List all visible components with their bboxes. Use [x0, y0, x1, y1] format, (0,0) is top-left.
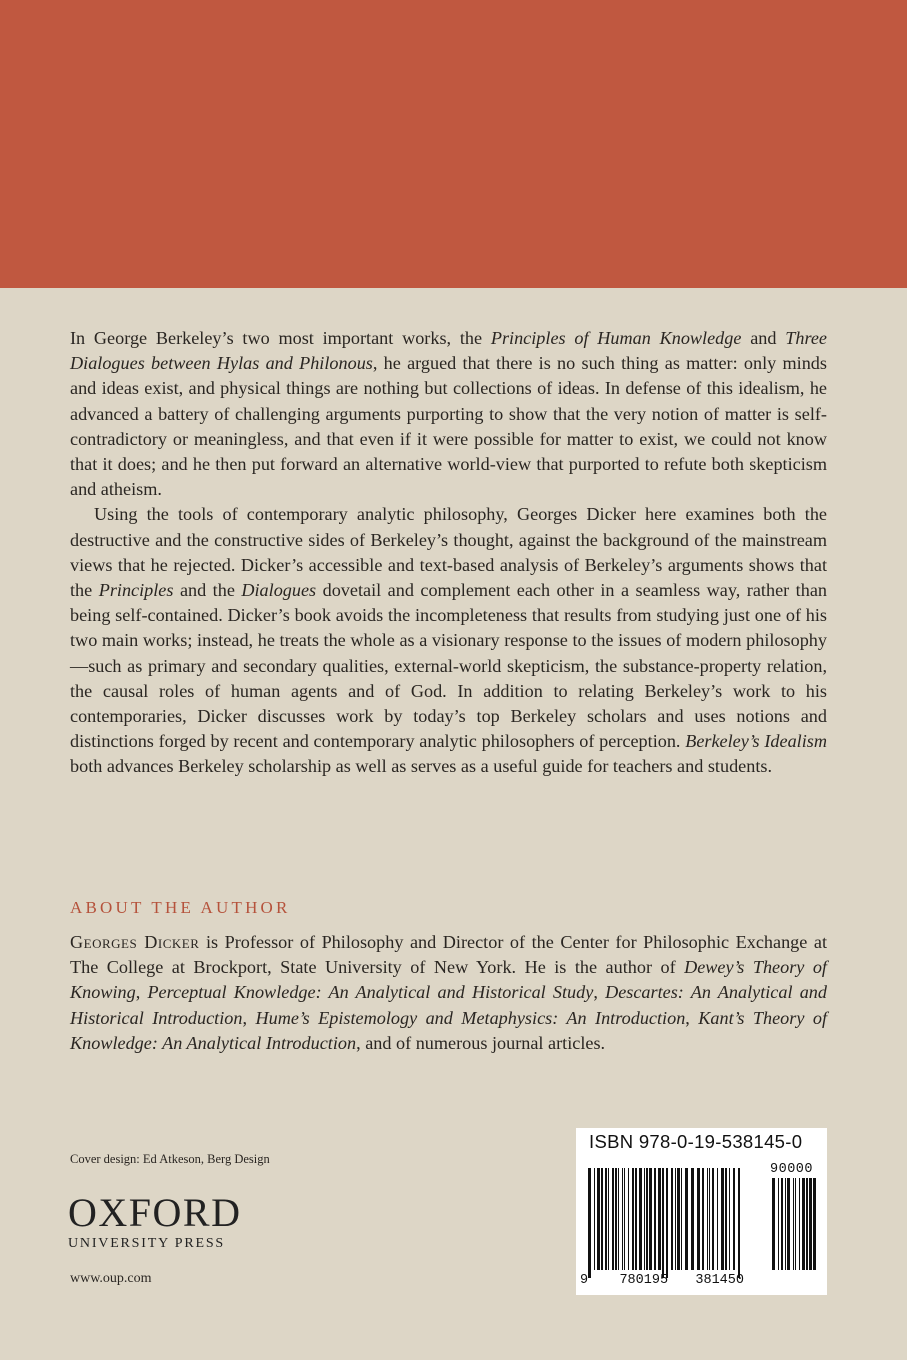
text-run: both advances Berkeley scholarship as well as serves as a useful guide for teachers and students. [70, 756, 773, 777]
text-run: dovetail and complement each other in a seamless way, rather than being self-contained. Dicker’s book avoids the incompleteness that results from studying just one of his two main works; instead, he treats the whole as a visionary response to the issues of modern philosophy—such as primary and secondary qualities, external-world skepticism, the substance-property relation, the causal roles of human agents and of God. In addition to relating Berkeley’s work to his contemporaries, Dicker discusses work by today’s top Berkeley scholars and uses notions and distinctions forged by recent and contemporary analytic philosophers of perception. [70, 580, 827, 752]
book-title-principles: Principles of Human Knowledge [490, 328, 742, 348]
book-title-dialogues: Three Dialogues between Hylas and Philonous [70, 328, 827, 374]
text-run: and the [173, 580, 242, 601]
text-run: , [135, 982, 148, 1003]
description-paragraph-1 [70, 326, 827, 502]
text-run: , [242, 1007, 256, 1028]
isbn-label: ISBN 978-0-19-538145-0 [589, 1131, 803, 1152]
book-title-berkeleys-idealism: Berkeley’s Idealism [685, 731, 827, 752]
book-title: Dewey’s Theory of Knowing [70, 957, 827, 1003]
publisher-name: OXFORD [68, 1190, 242, 1235]
author-bio [70, 930, 827, 1056]
book-title: Perceptual Knowledge: An Analytical and Historical Study [147, 982, 594, 1003]
book-title: Descartes: An Analytical and Historical Introduction [70, 982, 827, 1028]
publisher-subtitle: UNIVERSITY PRESS [68, 1236, 226, 1251]
ean-barcode-icon [588, 1168, 742, 1278]
ean-digits [580, 1273, 744, 1288]
description-paragraph-2 [70, 502, 827, 779]
book-title: Kant’s Theory of Knowledge: An Analytical Introduction [70, 1007, 828, 1053]
ean-right-digits: 381450 [695, 1273, 744, 1288]
cover-color-band [0, 0, 907, 288]
oxford-university-press-logo [68, 1190, 268, 1252]
text-run: , and of numerous journal articles. [356, 1032, 606, 1053]
ean-first-digit: 9 [580, 1273, 589, 1288]
book-title-principles-short: Principles [98, 580, 174, 601]
text-run: , [593, 982, 606, 1003]
author-name: Georges Dicker [70, 932, 200, 952]
book-title: Hume’s Epistemology and Metaphysics: An Introduction [255, 1007, 686, 1028]
cover-design-credit: Cover design: Ed Atkeson, Berg Design [70, 1152, 270, 1166]
about-author-heading: ABOUT THE AUTHOR [70, 898, 291, 917]
publisher-url: www.oup.com [70, 1271, 152, 1286]
book-title-dialogues-short: Dialogues [241, 580, 317, 601]
text-run: Using the tools of contemporary analytic philosophy, Georges Dicker here examines both the destructive and the constructive sides of Berkeley’s thought, against the background of the mainstream views that he rejected. Dicker’s accessible and text-based analysis of Berkeley’s arguments shows that the [70, 504, 827, 601]
text-run: and [741, 328, 786, 348]
addon-barcode-icon [772, 1178, 816, 1278]
text-run: is Professor of Philosophy and Director of the Center for Philosophic Exchange at The College at Brockport, State University of New York. He is the author of [70, 932, 828, 978]
ean-left-digits: 780195 [619, 1273, 669, 1288]
price-addon-digits: 90000 [770, 1162, 814, 1177]
isbn-barcode-box [576, 1128, 827, 1295]
text-run: , he argued that there is no such thing as matter: only minds and ideas exist, and physical things are nothing but collections of ideas. In defense of this idealism, he advanced a battery of challenging arguments purporting to show that the very notion of matter is self-contradictory or meaningless, and that even if it were possible for matter to exist, we could not know that it does; and he then put forward an alternative world-view that purported to refute both skepticism and atheism. [70, 353, 827, 500]
book-description [70, 326, 827, 780]
text-run: In George Berkeley’s two most important works, the [70, 328, 491, 348]
text-run: , [685, 1007, 699, 1028]
